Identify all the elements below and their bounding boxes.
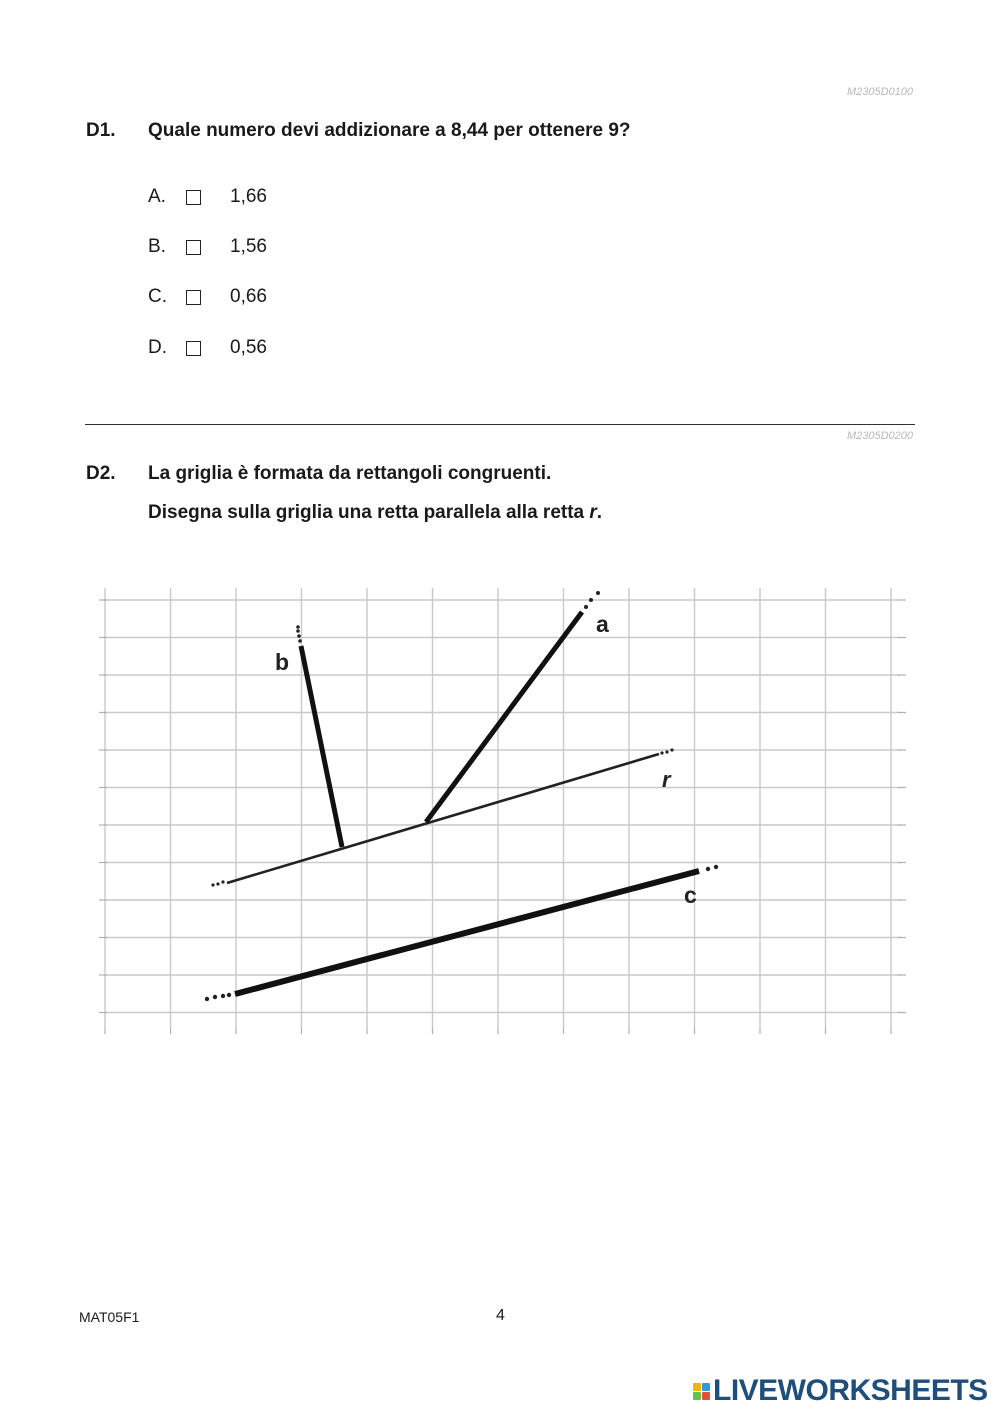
option-checkbox[interactable] [186, 341, 201, 356]
label-c: c [684, 882, 697, 908]
question-code: M2305D0100 [846, 86, 913, 98]
grid-lines [105, 588, 900, 1028]
option-letter: D. [148, 337, 167, 358]
drawing-grid[interactable] [95, 580, 910, 1040]
instruction-text: Disegna sulla griglia una retta parallela alla retta [148, 502, 590, 523]
brand-text: LIVEWORKSHEETS [713, 1374, 988, 1407]
label-r: r [662, 767, 671, 792]
option-checkbox[interactable] [186, 290, 201, 305]
option-checkbox[interactable] [186, 190, 201, 205]
option-checkbox[interactable] [186, 240, 201, 255]
segment-a [426, 612, 582, 822]
option-value: 1,56 [230, 236, 267, 257]
question-text-line1: La griglia è formata da rettangoli congruenti. [148, 463, 552, 484]
brand-logo[interactable] [693, 1374, 988, 1408]
option-value: 1,66 [230, 186, 267, 207]
option-value: 0,66 [230, 286, 267, 307]
label-a: a [596, 611, 609, 637]
brand-logo-icon [693, 1383, 710, 1400]
line-r [227, 754, 659, 883]
grid-svg[interactable] [95, 580, 910, 1040]
option-letter: B. [148, 236, 166, 257]
label-b: b [275, 649, 290, 675]
option-value: 0,56 [230, 337, 267, 358]
segment-b [301, 646, 342, 847]
option-letter: C. [148, 286, 167, 307]
question-number: D2. [86, 463, 116, 484]
footer-code: MAT05F1 [79, 1309, 140, 1325]
question-text-line2 [148, 502, 602, 524]
question-text: Quale numero devi addizionare a 8,44 per ottenere 9? [148, 120, 631, 141]
option-a[interactable] [148, 184, 267, 210]
question-code: M2305D0200 [846, 430, 913, 442]
grid-ticks [99, 600, 906, 1034]
option-c[interactable] [148, 284, 267, 310]
section-divider [85, 424, 915, 425]
option-d[interactable] [148, 335, 267, 361]
page-number: 4 [496, 1307, 505, 1324]
question-number: D1. [86, 120, 116, 141]
line-variable: r [589, 502, 597, 523]
option-letter: A. [148, 186, 166, 207]
instruction-punct: . [596, 502, 603, 523]
option-b[interactable] [148, 234, 267, 260]
